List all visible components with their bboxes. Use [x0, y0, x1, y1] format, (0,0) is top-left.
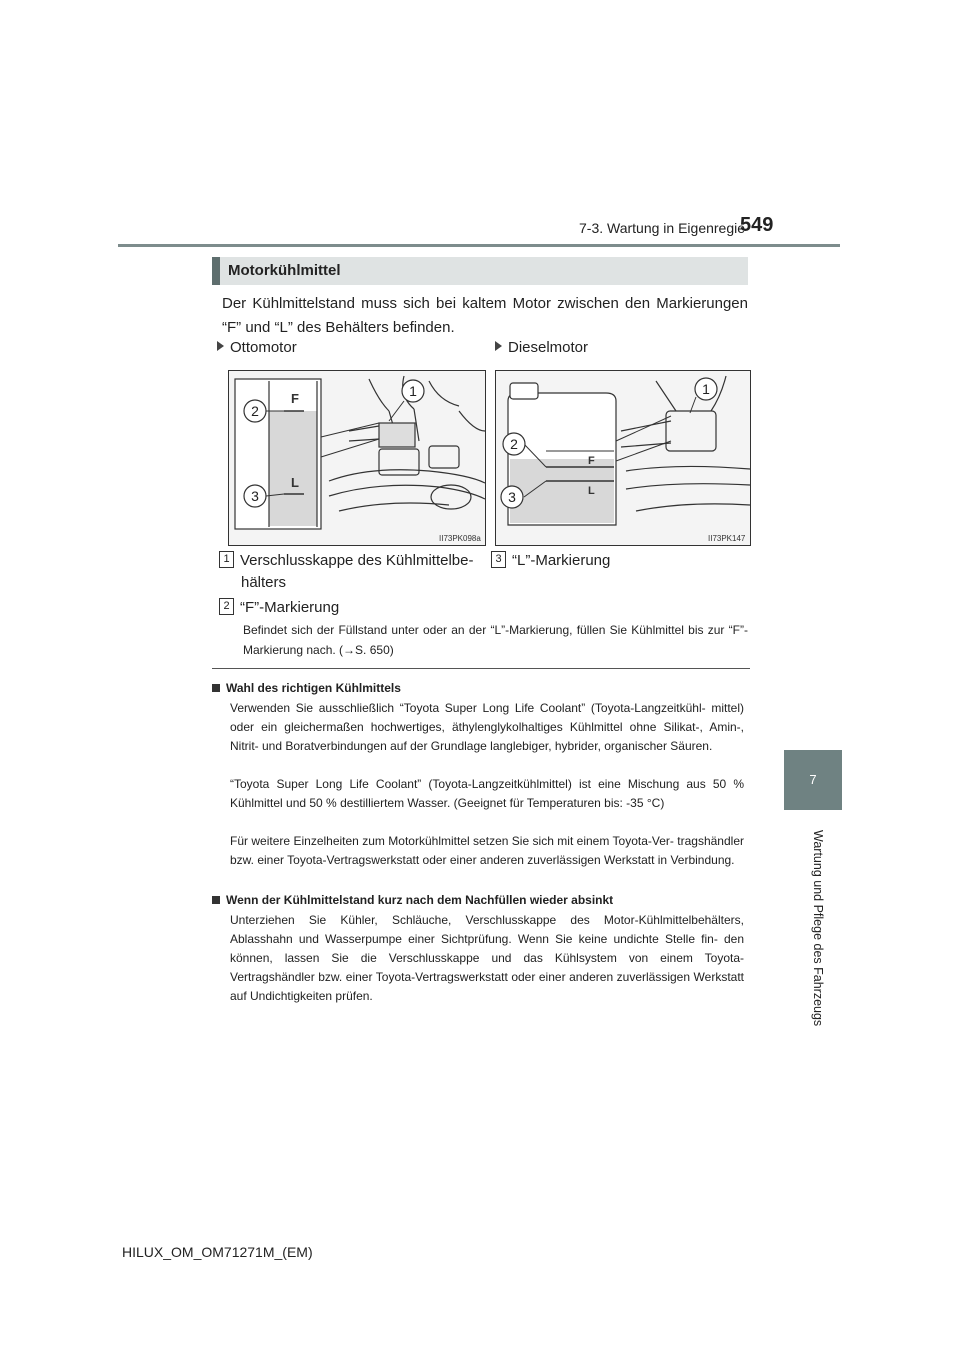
paragraph: Verwenden Sie ausschließlich “Toyota Super Long Life Coolant” (Toyota-Langzeitkühl- mittel) oder ein gleichermaßen hochwertiges, äthylenglykolhaltiges Kühlmittel ohne Silikat-, Amin-, Nitrit- und Boratverbindungen auf der Grundlage langlebiger, hybrider, organischer Säuren. — [230, 701, 744, 753]
paragraph: “Toyota Super Long Life Coolant” (Toyota-Langzeitkühlmittel) ist eine Mischung aus 50 % Kühlmittel und 50 % destilliertem Wasser. (Geeignet für Temperaturen bis: -35 °C) — [230, 777, 744, 810]
gasoline-engine-illustration — [229, 371, 485, 545]
figure-diesel-engine — [495, 370, 751, 546]
figure-label-diesel: Dieselmotor — [495, 339, 588, 356]
mark-f-label-diesel: F — [588, 455, 595, 467]
triangle-bullet-icon — [217, 341, 224, 351]
chapter-side-title: Wartung und Pflege des Fahrzeugs — [811, 830, 825, 1027]
svg-text:2: 2 — [251, 403, 259, 419]
intro-paragraph: Der Kühlmittelstand muss sich bei kaltem Motor zwischen den Markierungen “F” und “L” des Behälters befinden. — [222, 295, 748, 336]
callout-3-diesel — [501, 486, 523, 508]
triangle-bullet-icon — [495, 341, 502, 351]
chapter-heading: 7-3. Wartung in Eigenregie — [579, 220, 746, 236]
svg-text:2: 2 — [510, 436, 518, 452]
page-number: 549 — [740, 214, 774, 236]
figure-label-gasoline: Ottomotor — [217, 339, 297, 356]
document-footer: HILUX_OM_OM71271M_(EM) — [122, 1244, 313, 1260]
callout-2 — [244, 400, 266, 422]
section-heading-bar — [212, 257, 220, 285]
figure-gasoline-engine — [228, 370, 486, 546]
mark-l-label-diesel: L — [588, 485, 595, 497]
paragraph: Unterziehen Sie Kühler, Schläuche, Verschlusskappe des Motor-Kühlmittelbehälters, Ablasshahn und Wasserpumpe einer Sichtprüfung. Wenn Sie keine undichte Stelle fin- den können, lassen Sie die Verschlusskappe und das Kühlsystem von einem Toyota- Vertragshändler bzw. einer Toyota-Vertragswerkstatt oder einer anderen zuverlässigen Werkstatt auf Undichtigkeiten prüfen. — [230, 913, 744, 1003]
legend-number: 2 — [219, 598, 234, 615]
square-bullet-icon — [212, 896, 220, 904]
figure-code: II73PK098a — [439, 534, 481, 543]
svg-text:1: 1 — [409, 383, 417, 399]
legend-item-3: 3 “L”-Markierung — [491, 550, 610, 572]
divider — [212, 668, 750, 669]
legend-item-1: 1 Verschlusskappe des Kühlmittelbe- hälters — [219, 550, 485, 594]
square-bullet-icon — [212, 684, 220, 692]
section-heading — [212, 257, 748, 285]
legend-note: Befindet sich der Füllstand unter oder an der “L”-Markierung, füllen Sie Kühlmittel bis zur “F”-Markierung nach. (→S. 650) — [243, 623, 748, 657]
subsection-heading-coolant-choice: Wahl des richtigen Kühlmittels — [212, 681, 401, 695]
figure-code-diesel: II73PK147 — [708, 534, 746, 543]
mark-l-label: L — [291, 475, 299, 490]
legend-number: 1 — [219, 551, 234, 568]
paragraph: Für weitere Einzelheiten zum Motorkühlmittel setzen Sie sich mit einem Toyota-Ver- tragshändler bzw. einer Toyota-Vertragswerkstatt oder einer anderen zuverlässigen Werkstatt in Verbindung. — [230, 834, 744, 867]
mark-f-label: F — [291, 391, 299, 406]
callout-3 — [244, 485, 266, 507]
header-rule — [118, 244, 840, 247]
chapter-tab: 7 — [784, 750, 842, 810]
legend-number: 3 — [491, 551, 506, 568]
legend-item-2: 2 “F”-Markierung — [219, 597, 339, 619]
callout-2-diesel — [503, 433, 525, 455]
subsection-heading-level-drop: Wenn der Kühlmittelstand kurz nach dem Nachfüllen wieder absinkt — [212, 893, 613, 907]
svg-text:3: 3 — [508, 489, 516, 505]
section-title: Motorkühlmittel — [228, 262, 341, 279]
svg-text:3: 3 — [251, 488, 259, 504]
diesel-engine-illustration — [496, 371, 750, 545]
svg-text:1: 1 — [702, 381, 710, 397]
